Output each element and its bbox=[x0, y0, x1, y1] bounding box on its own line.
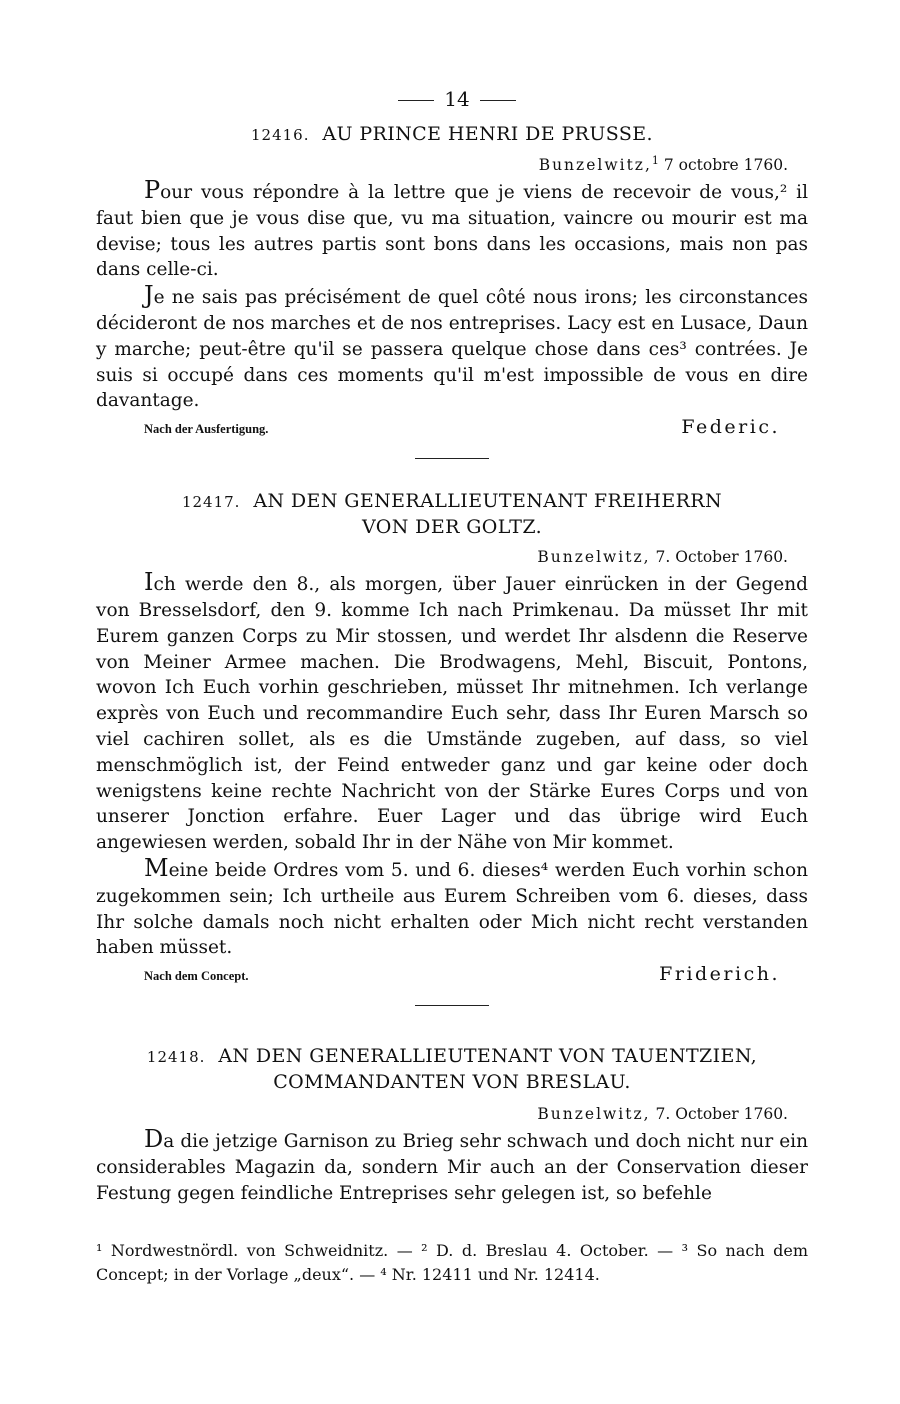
letter-heading bbox=[96, 122, 808, 148]
page-number-right-dash bbox=[480, 100, 516, 101]
letter-paragraph: Ich werde den 8., als morgen, über Jauer einrücken in der Gegend von Bresselsdorf, den 9. komme Ich nach Primkenau. Da müsset Ihr mit Eurem ganzen Corps zu Mir stossen, und werdet Ihr alsdenn die Reserve von Meiner Armee machen. Die Brodwagens, Mehl, Biscuit, Pontons, wovon Ich Euch vorhin geschrieben, müsset Ihr mitnehmen. Ich verlange exprès von Euch und recommandire Euch sehr, dass Ihr Euren Marsch so viel cachiren sollet, als es die Umstände zugeben, auf dass, so viel menschmöglich ist, der Feind entweder ganz und gar keine oder doch wenigstens keine rechte Nachricht von der Stärke Eures Corps und von unserer Jonction erfahre. Euer Lager und das übrige wird Euch angewiesen werden, sobald Ihr in der Nähe von Mir kommet. bbox=[96, 568, 808, 854]
letter-signature-line bbox=[96, 961, 808, 989]
signature: Federic. bbox=[681, 416, 780, 439]
letter-number: 12416. bbox=[251, 126, 310, 144]
letter-place: Bunzelwitz, bbox=[537, 1105, 651, 1124]
letter-12416 bbox=[96, 122, 808, 459]
source-note: Nach dem Concept. bbox=[144, 969, 249, 984]
footnotes-text: ¹ Nordwestnördl. von Schweidnitz. — ² D. d. Breslau 4. October. — ³ So nach dem Concept; in der Vorlage „deux“. — ⁴ Nr. 12411 und Nr. 12414. bbox=[96, 1240, 808, 1284]
letter-recipient: AN DEN GENERALLIEUTENANT FREIHERRN bbox=[253, 490, 723, 513]
letter-heading bbox=[96, 489, 808, 540]
letter-paragraph: Je ne sais pas précisément de quel côté nous irons; les circonstances décideront de nos marches et de nos entreprises. Lacy est en Lusace, Daun y marche; peut-être qu'il se passera quelque chose dans ces³ contrées. Je suis si occupé dans ces moments qu'il m'est impossible de vous en dire davantage. bbox=[96, 281, 808, 412]
letter-paragraph: Da die jetzige Garnison zu Brieg sehr schwach und doch nicht nur ein considerables Magazin da, sondern Mir auch an der Conservation dieser Festung gegen feindliche Entreprises sehr gelegen ist, so befehle bbox=[96, 1125, 808, 1204]
page-number-left-dash bbox=[398, 100, 434, 101]
letter-place: Bunzelwitz, bbox=[537, 548, 651, 567]
page-number-text: 14 bbox=[444, 87, 470, 111]
letter-number: 12417. bbox=[181, 493, 241, 512]
letter-recipient-line2: COMMANDANTEN VON BRESLAU. bbox=[273, 1071, 631, 1094]
letter-signature-line bbox=[96, 414, 808, 442]
letter-recipient: AN DEN GENERALLIEUTENANT VON TAUENTZIEN, bbox=[218, 1045, 758, 1068]
letter-date: 7. October 1760. bbox=[655, 1105, 788, 1124]
letter-place-date bbox=[96, 544, 808, 570]
section-divider bbox=[415, 458, 489, 459]
page-number bbox=[106, 84, 808, 114]
letter-paragraph: Pour vous répondre à la lettre que je viens de recevoir de vous,² il faut bien que je vous dise que, vu ma situation, vaincre ou mourir est ma devise; tous les autres partis sont bons dans les occasions, mais non pas dans celle-ci. bbox=[96, 176, 808, 281]
letter-12418 bbox=[96, 1044, 808, 1206]
letter-paragraph: Meine beide Ordres vom 5. und 6. dieses⁴ werden Euch vorhin schon zugekommen sein; Ich urtheile aus Eurem Schreiben vom 6. dieses, dass Ihr solche damals noch nicht erhalten oder Mich nicht recht verstanden haben müsset. bbox=[96, 853, 808, 959]
section-divider bbox=[415, 1005, 489, 1006]
letter-recipient: AU PRINCE HENRI DE PRUSSE. bbox=[322, 123, 653, 145]
signature: Friderich. bbox=[659, 963, 780, 986]
footnote-ref-1: 1 bbox=[651, 153, 659, 167]
letter-heading bbox=[96, 1044, 808, 1095]
letter-12417 bbox=[96, 489, 808, 1006]
letter-recipient-line2: VON DER GOLTZ. bbox=[361, 516, 543, 539]
letter-number: 12418. bbox=[146, 1048, 206, 1067]
letter-date: 7. October 1760. bbox=[655, 548, 788, 567]
document-page bbox=[96, 84, 808, 1287]
letter-place-date bbox=[96, 152, 808, 178]
footnotes bbox=[96, 1239, 808, 1287]
letter-place: Bunzelwitz, bbox=[538, 156, 652, 174]
letter-place-date bbox=[96, 1101, 808, 1127]
letter-date: 7 octobre 1760. bbox=[663, 156, 788, 174]
source-note: Nach der Ausfertigung. bbox=[144, 422, 269, 437]
